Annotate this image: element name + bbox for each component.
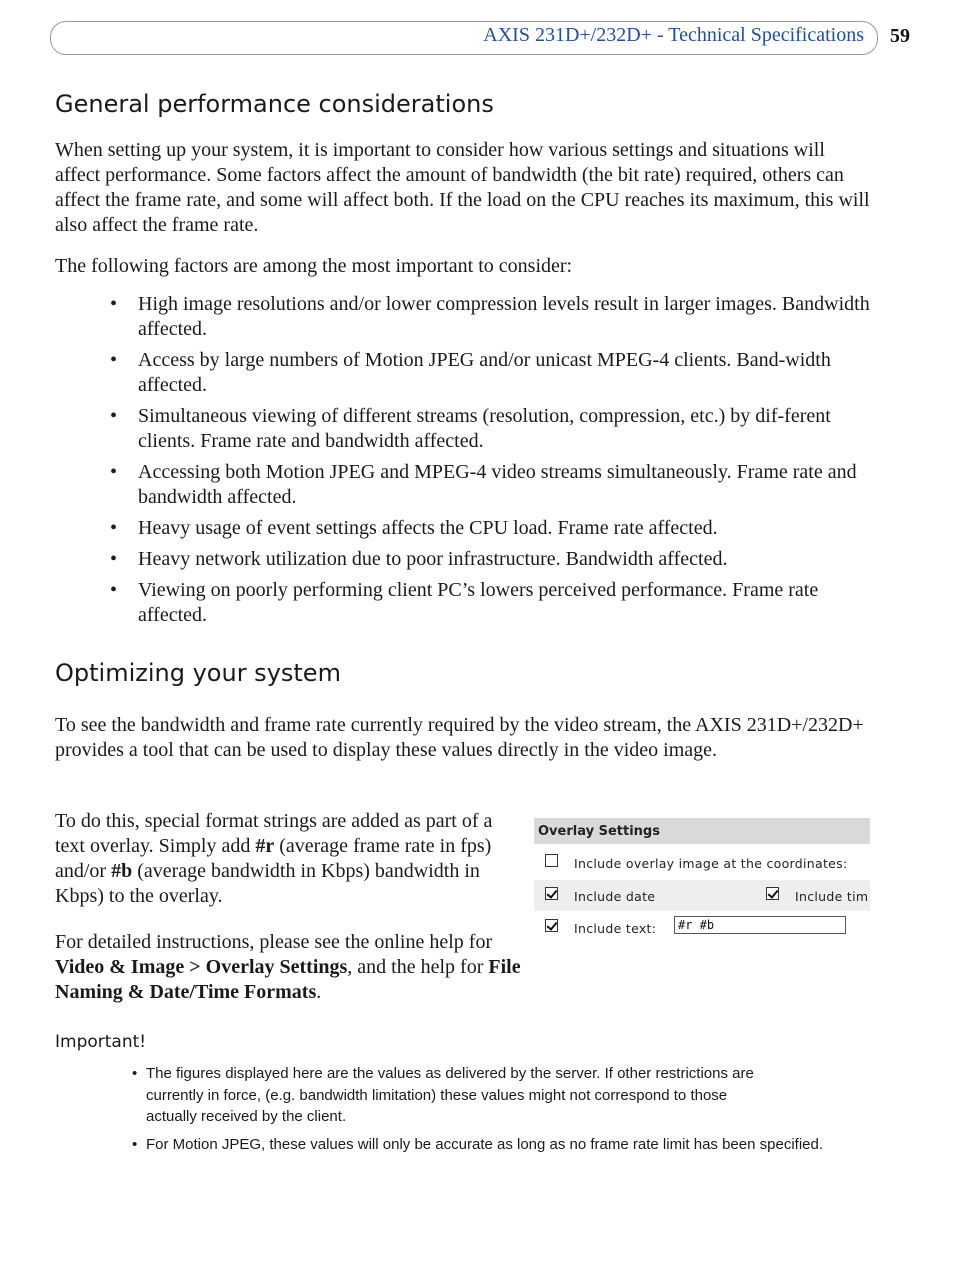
code-bandwidth: #b xyxy=(111,860,133,882)
document-title: AXIS 231D+/232D+ - Technical Specifications xyxy=(483,24,864,46)
format-strings-paragraph xyxy=(55,809,517,909)
performance-intro: When setting up your system, it is important to consider how various settings and situations will affect performance. Some factors affect the amount of bandwidth (the bit rate) required, others can affect the frame rate, and some will affect both. If the load on the CPU reaches its maximum, this will also affect the frame rate. xyxy=(55,139,870,236)
list-item: • For Motion JPEG, these values will only be accurate as long as no frame rate limit has been specified. xyxy=(132,1134,872,1156)
list-item: • Heavy usage of event settings affects the CPU load. Frame rate affected. xyxy=(110,516,870,541)
text-run: , and the help for xyxy=(347,956,489,978)
section-heading-performance: General performance considerations xyxy=(55,90,494,118)
important-list xyxy=(132,1063,872,1161)
overlay-image-checkbox[interactable] xyxy=(545,854,558,867)
include-time-checkbox[interactable] xyxy=(766,887,779,900)
include-text-label: Include text: xyxy=(574,921,657,936)
overlay-text-input[interactable]: #r #b xyxy=(674,916,846,934)
text-run: (average frame rate in fps) and/or xyxy=(55,835,492,882)
include-text-row xyxy=(534,912,870,942)
overlay-image-label: Include overlay image at the coordinates: xyxy=(574,856,848,871)
code-fps: #r xyxy=(255,835,275,857)
text-run: (average bandwidth in Kbps) bandwidth in Kbps) to the overlay. xyxy=(55,860,480,907)
include-time-label: Include tim xyxy=(795,889,869,904)
text-run: To do this, special format strings are added as part of a text overlay. Simply add xyxy=(55,810,493,857)
include-text-checkbox[interactable] xyxy=(545,919,558,932)
panel-title: Overlay Settings xyxy=(534,818,870,844)
text-run: For detailed instructions, please see the online help for xyxy=(55,931,493,953)
important-heading: Important! xyxy=(55,1032,147,1052)
help-topic-file-naming: File Naming & Date/Time Formats xyxy=(55,956,521,1003)
page-number: 59 xyxy=(890,25,910,47)
help-reference-paragraph xyxy=(55,930,525,1005)
list-item: • The figures displayed here are the values as delivered by the server. If other restrictions are currently in force, (e.g. bandwidth limitation) these values might not correspond to those actually received by the client. xyxy=(132,1063,776,1128)
include-date-checkbox[interactable] xyxy=(545,887,558,900)
list-item: • Heavy network utilization due to poor infrastructure. Bandwidth affected. xyxy=(110,547,870,572)
list-item: • High image resolutions and/or lower compression levels result in larger images. Bandwidth affected. xyxy=(110,292,870,342)
factors-lead: The following factors are among the most important to consider: xyxy=(55,255,573,277)
include-date-row xyxy=(534,880,870,911)
optimizing-intro: To see the bandwidth and frame rate currently required by the video stream, the AXIS 231D+/232D+ provides a tool that can be used to display these values directly in the video image. xyxy=(55,714,864,761)
list-item: • Accessing both Motion JPEG and MPEG-4 video streams simultaneously. Frame rate and bandwidth affected. xyxy=(110,460,870,510)
overlay-image-row xyxy=(534,847,870,878)
section-heading-optimizing: Optimizing your system xyxy=(55,659,341,687)
help-topic-overlay: Video & Image > Overlay Settings xyxy=(55,956,348,978)
include-date-label: Include date xyxy=(574,889,656,904)
list-item: • Simultaneous viewing of different streams (resolution, compression, etc.) by dif-ferent clients. Frame rate and bandwidth affected. xyxy=(110,404,870,454)
list-item: • Viewing on poorly performing client PC’s lowers perceived performance. Frame rate affected. xyxy=(110,578,870,628)
list-item: • Access by large numbers of Motion JPEG and/or unicast MPEG-4 clients. Band-width affected. xyxy=(110,348,870,398)
overlay-settings-panel xyxy=(534,818,870,942)
factor-list xyxy=(110,292,870,634)
text-run: . xyxy=(316,981,322,1003)
